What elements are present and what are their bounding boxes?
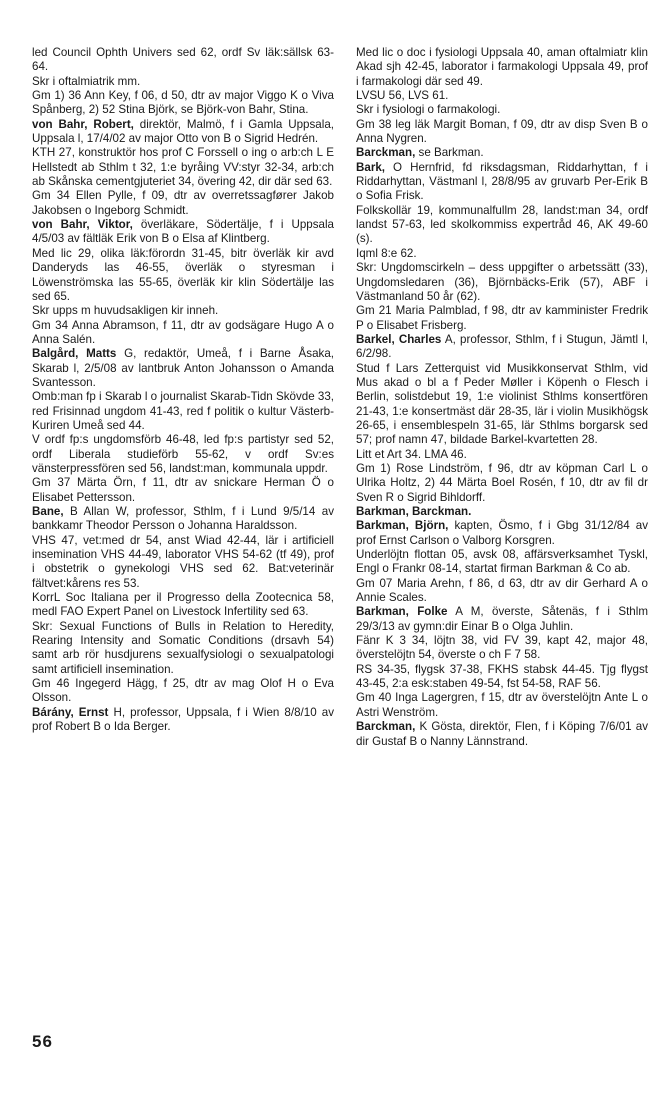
- entry-text: Gm 07 Maria Arehn, f 86, d 63, dtr av dir Gerhard A o Annie Scales.: [356, 576, 648, 605]
- entry-text: Fänr K 3 34, löjtn 38, vid FV 39, kapt 42, major 48, överstelöjtn 54, överste o ch F 7 58.: [356, 634, 648, 662]
- entry-heading: Barckman,: [356, 720, 416, 734]
- left-entry: [32, 347, 334, 390]
- right-entry: [356, 577, 648, 606]
- left-entry: [32, 390, 334, 433]
- right-entry: [356, 362, 648, 448]
- entry-heading: Barckman,: [356, 146, 416, 160]
- entry-text: KTH 27, konstruktör hos prof C Forssell o ing o arb:ch L E Hellstedt ab Sthlm t 32, 1:e byråing VV:styr 32-34, arb:ch ab Skånska cementgjuteriet 34, övering 42, dir där sed 63.: [32, 146, 334, 189]
- entry-heading: Barkman, Barckman.: [356, 505, 472, 518]
- right-entry: [356, 548, 648, 577]
- entry-text: Iqml 8:e 62.: [356, 246, 417, 260]
- entry-text: Gm 46 Ingegerd Hägg, f 25, dtr av mag Olof H o Eva Olsson.: [32, 677, 334, 705]
- right-entry: [356, 304, 648, 333]
- left-column: [32, 46, 334, 735]
- left-entry: [32, 146, 334, 189]
- entry-heading: Bark,: [356, 160, 386, 174]
- entry-text: O Hernfrid, fd riksdagsman, Riddarhyttan, f i Riddarhyttan, Västmanl l, 28/8/95 av gruvarb Per-Erik B o Sofia Frisk.: [356, 160, 648, 203]
- entry-text: H, professor, Uppsala, f i Wien 8/8/10 av prof Robert B o Ida Berger.: [32, 705, 334, 734]
- entry-text: RS 34-35, flygsk 37-38, FKHS stabsk 44-45. Tjg flygst 43-45, 2:a esk:staben 49-54, fst 54-58, RAF 56.: [356, 662, 648, 691]
- left-entry: [32, 534, 334, 591]
- entry-heading: Bane,: [32, 505, 64, 518]
- entry-text: Gm 21 Maria Palmblad, f 98, dtr av kamminister Fredrik P o Elisabet Frisberg.: [356, 304, 648, 332]
- left-entry: [32, 247, 334, 304]
- entry-text: led Council Ophth Univers sed 62, ordf Sv läk:sällsk 63-64.: [32, 46, 334, 74]
- left-entry: [32, 505, 334, 534]
- right-entry: [356, 118, 648, 147]
- entry-text: G, redaktör, Umeå, f i Barne Åsaka, Skarab l, 2/5/08 av lantbruk Anton Johansson o Amanda Svantesson.: [32, 347, 334, 389]
- entry-text: Gm 40 Inga Lagergren, f 15, dtr av överstelöjtn Ante L o Astri Wenström.: [356, 691, 648, 719]
- entry-text: kapten, Ösmo, f i Gbg 31/12/84 av prof Ernst Carlson o Valborg Korsgren.: [356, 519, 648, 547]
- right-entry: [356, 519, 648, 548]
- entry-text: Skr i fysiologi o farmakologi.: [356, 103, 501, 117]
- right-entry: [356, 333, 648, 362]
- entry-text: Gm 1) 36 Ann Key, f 06, d 50, dtr av major Viggo K o Viva Spånberg, 2) 52 Stina Björk, se Björk-von Bahr, Stina.: [32, 89, 334, 117]
- entry-heading: von Bahr, Viktor,: [32, 218, 133, 232]
- entry-heading: Balgård, Matts: [32, 347, 117, 361]
- page-number: 56: [32, 1032, 53, 1051]
- entry-text: Stud f Lars Zetterquist vid Musikkonservat Sthlm, vid Mus akad o bl a f Peder Møller i Köpenh o Flesch i Berlin, solistdebut 19, 1:e violinist Sthlms konsertfören 21-43, 1:e konsertmäst där 28-35, lär i violin Musikhögsk 26-65, i ensemblespeln 31-65, lär Sthlms borgarsk sed 57; prof namn 47, bildade Barkel-kvartetten 28.: [356, 361, 648, 447]
- entry-heading: Bárány, Ernst: [32, 705, 109, 719]
- entry-text: Gm 1) Rose Lindström, f 96, dtr av köpman Carl L o Ulrika Holtz, 2) 44 Märta Boel Rosén, f 10, dtr av fil dr Sven R o Sigrid Bihldorff.: [356, 461, 648, 504]
- left-entry: [32, 189, 334, 218]
- left-entry: [32, 46, 334, 75]
- right-entry: [356, 161, 648, 204]
- entry-text: Litt et Art 34. LMA 46.: [356, 447, 467, 461]
- right-entry: [356, 691, 648, 720]
- right-entry: [356, 505, 648, 519]
- entry-heading: Barkman, Björn,: [356, 519, 449, 533]
- left-entry: [32, 118, 334, 147]
- right-entry: [356, 146, 648, 160]
- entry-text: Gm 37 Märta Örn, f 11, dtr av snickare Herman Ö o Elisabet Pettersson.: [32, 476, 334, 504]
- left-entry: [32, 433, 334, 476]
- right-entry: [356, 89, 648, 103]
- left-entry: [32, 89, 334, 118]
- entry-heading: Barkel, Charles: [356, 332, 442, 346]
- entry-text: direktör, Malmö, f i Gamla Uppsala, Uppsala l, 17/4/02 av major Otto von B o Sigrid Hedrén.: [32, 117, 334, 146]
- left-entry: [32, 218, 334, 247]
- entry-text: se Barkman.: [415, 146, 484, 160]
- entry-text: Gm 34 Ellen Pylle, f 09, dtr av overretssagfører Jakob Jakobsen o Ingeborg Schmidt.: [32, 189, 334, 217]
- right-entry: [356, 663, 648, 692]
- entry-text: Skr: Sexual Functions of Bulls in Relation to Heredity, Rearing Intensity and Somatic Conditions (drsavh 54) samt arb rör husdjurens sexualfysiologi o sexualpatologi samt artificiell insemination.: [32, 619, 334, 676]
- entry-text: A M, överste, Såtenäs, f i Sthlm 29/3/13 av gymn:dir Einar B o Olga Juhlin.: [356, 605, 648, 633]
- entry-text: K Gösta, direktör, Flen, f i Köping 7/6/01 av dir Gustaf B o Nanny Lännstrand.: [356, 720, 648, 748]
- left-entry: [32, 75, 334, 89]
- left-entry: [32, 706, 334, 735]
- left-entry: [32, 591, 334, 620]
- entry-text: Gm 34 Anna Abramson, f 11, dtr av godsägare Hugo A o Anna Salén.: [32, 318, 334, 346]
- entry-text: överläkare, Södertälje, f i Uppsala 4/5/03 av fältläk Erik von B o Elsa af Klintberg.: [32, 218, 335, 246]
- entry-text: Skr i oftalmiatrik mm.: [32, 74, 141, 88]
- entry-text: VHS 47, vet:med dr 54, anst Wiad 42-44, lär i artificiell insemination VHS 44-49, laborator VHS 54-62 (tf 49), prof i obstetrik o gynekologi VHS sed 62. Bat:veterinär fältvet:kårens res 53.: [32, 533, 334, 590]
- right-column: [356, 46, 648, 749]
- left-entry: [32, 476, 334, 505]
- entry-text: Folkskollär 19, kommunalfullm 28, landst:man 34, ordf landst 57-63, led skolkommiss expertråd 46, AK 49-60 (s).: [356, 203, 648, 246]
- right-entry: [356, 462, 648, 505]
- entry-text: Med lic o doc i fysiologi Uppsala 40, aman oftalmiatr klin Akad sjh 42-45, laborator i farmakologi Uppsala 49, prof i farmakologi där sed 49.: [356, 46, 648, 88]
- entry-text: Gm 38 leg läk Margit Boman, f 09, dtr av disp Sven B o Anna Nygren.: [356, 117, 648, 146]
- left-entry: [32, 304, 334, 318]
- entry-text: A, professor, Sthlm, f i Stugun, Jämtl l, 6/2/98.: [356, 332, 648, 361]
- right-entry: [356, 634, 648, 663]
- right-entry: [356, 605, 648, 634]
- left-entry: [32, 620, 334, 677]
- left-entry: [32, 677, 334, 706]
- right-entry: [356, 448, 648, 462]
- entry-text: LVSU 56, LVS 61.: [356, 89, 449, 103]
- entry-text: Omb:man fp i Skarab l o journalist Skarab-Tidn Skövde 33, red Frisinnad ungdom 41-43, red f politik o kultur Västerb-Kuriren Umeå sed 44.: [32, 390, 334, 432]
- right-entry: [356, 46, 648, 89]
- entry-text: V ordf fp:s ungdomsförb 46-48, led fp:s partistyr sed 52, ordf Liberala studieförb 55-62, v ordf Sv:es vänsterpressfören sed 56, landst:man, kommunala uppdr.: [32, 433, 334, 475]
- right-entry: [356, 720, 648, 749]
- entry-text: Skr: Ungdomscirkeln – dess uppgifter o arbetssätt (33), Ungdomsledaren (36), Björnbäcks-Erik (57), ABF i Västmanland 50 år (62).: [356, 261, 648, 303]
- left-entry: [32, 319, 334, 348]
- right-entry: [356, 204, 648, 247]
- entry-text: B Allan W, professor, Sthlm, f i Lund 9/5/14 av bankkamr Theodor Persson o Johanna Haraldsson.: [32, 505, 334, 533]
- right-entry: [356, 261, 648, 304]
- entry-text: Med lic 29, olika läk:förordn 31-45, bitr överläk kir avd Danderyds las 46-55, överläk o styresman i Löwenströmska las 55-65, överläk kir klin Södertälje las sed 65.: [32, 246, 334, 303]
- right-entry: [356, 247, 648, 261]
- entry-text: KorrL Soc Italiana per il Progresso della Zootecnica 58, medl FAO Expert Panel on Livestock Infertility sed 63.: [32, 591, 334, 619]
- right-entry: [356, 103, 648, 117]
- entry-text: Skr upps m huvudsakligen kir inneh.: [32, 304, 219, 318]
- entry-text: Underlöjtn flottan 05, avsk 08, affärsverksamhet Tyskl, Engl o Frankr 08-14, startat firman Barkman & Co ab.: [356, 548, 648, 576]
- entry-heading: Barkman, Folke: [356, 605, 448, 619]
- entry-heading: von Bahr, Robert,: [32, 117, 134, 131]
